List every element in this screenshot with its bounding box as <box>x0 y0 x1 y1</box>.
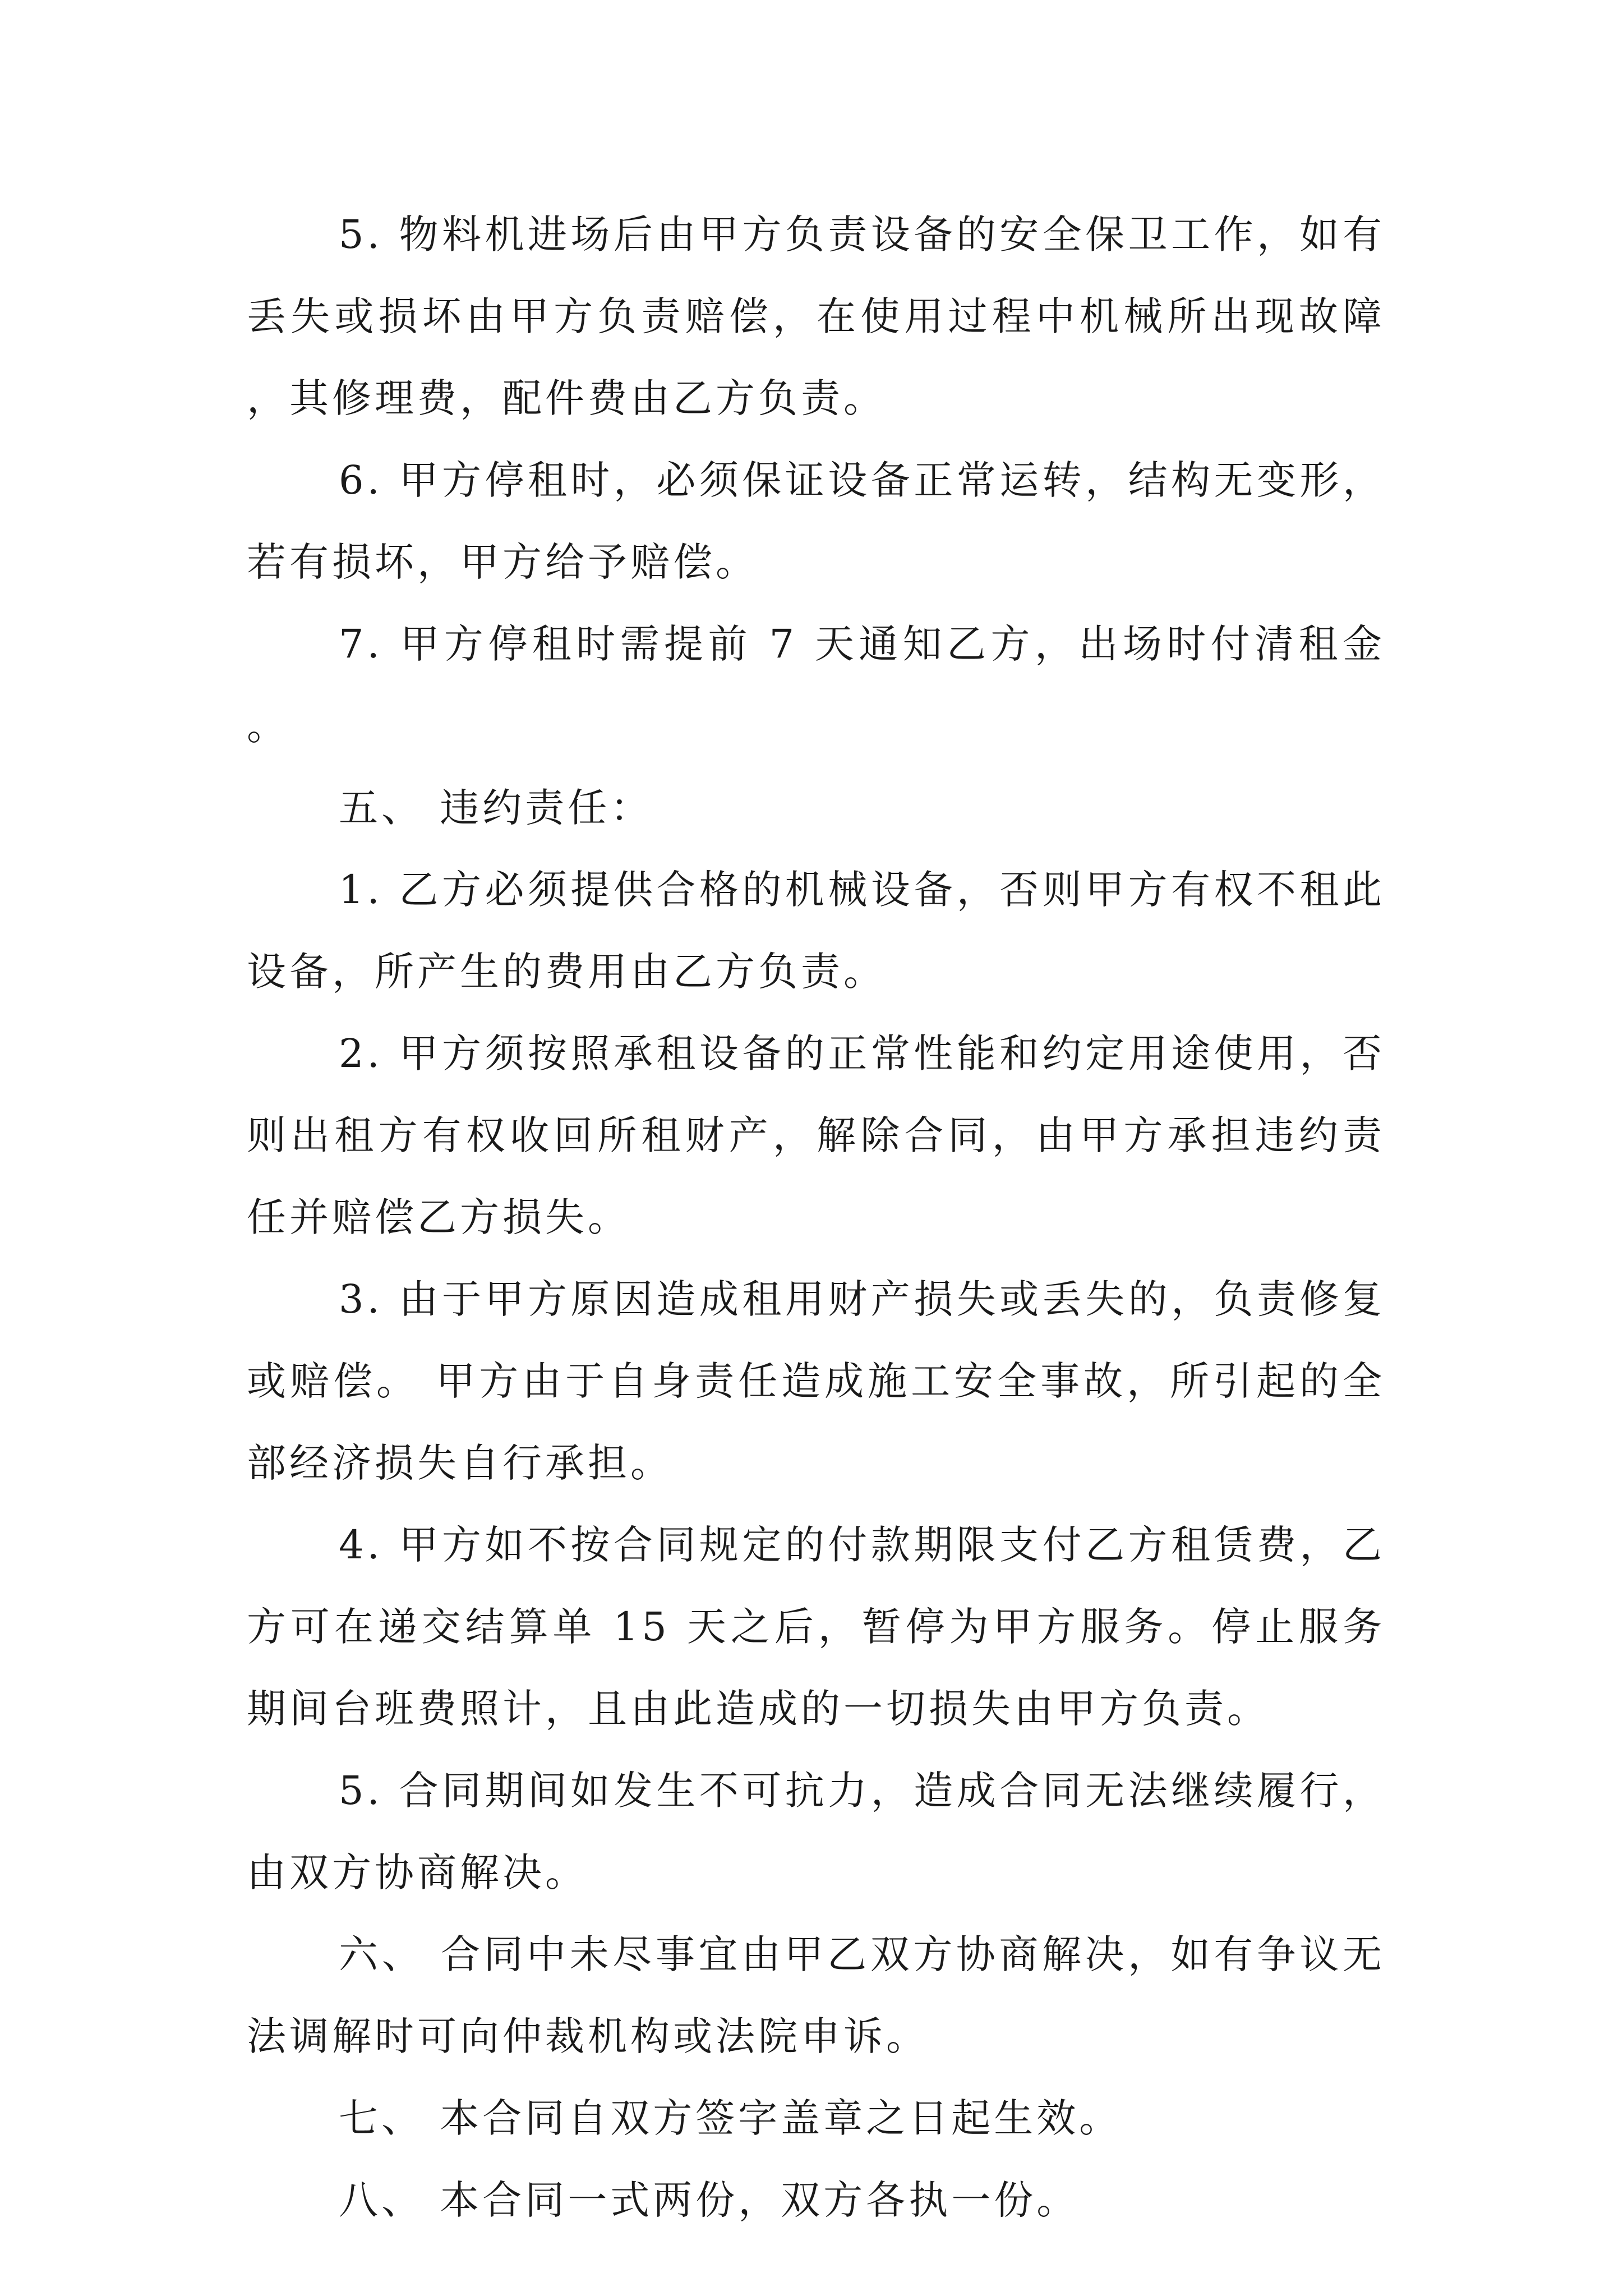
paragraph-clause-4-7: 7. 甲方停租时需提前 7 天通知乙方，出场时付清租金。 <box>247 621 1385 749</box>
section-heading-5: 五、 违约责任： <box>339 785 653 831</box>
paragraph-clause-4-5: 5. 物料机进场后由甲方负责设备的安全保卫工作，如有丢失或损坏由甲方负责赔偿，在使用过程中机械所出现故障，其修理费，配件费由乙方负责。 <box>247 211 1385 421</box>
paragraph-clause-4-6: 6. 甲方停租时，必须保证设备正常运转，结构无变形，若有损坏，甲方给予赔偿。 <box>247 457 1385 585</box>
paragraph-clause-5-3: 3. 由于甲方原因造成租用财产损失或丢失的，负责修复或赔偿。 甲方由于自身责任造成施工安全事故，所引起的全部经济损失自行承担。 <box>247 1276 1385 1486</box>
document-body <box>247 194 1385 2241</box>
paragraph-clause-5-2: 2. 甲方须按照承租设备的正常性能和约定用途使用，否则出租方有权收回所租财产，解除合同，由甲方承担违约责任并赔偿乙方损失。 <box>247 1030 1385 1240</box>
paragraph-clause-5-1: 1. 乙方必须提供合格的机械设备，否则甲方有权不租此设备，所产生的费用由乙方负责。 <box>247 867 1385 995</box>
section-7: 七、 本合同自双方签字盖章之日起生效。 <box>339 2095 1122 2141</box>
section-6: 六、 合同中未尽事宜由甲乙双方协商解决，如有争议无法调解时可向仲裁机构或法院申诉。 <box>247 1931 1385 2059</box>
paragraph-clause-5-4: 4. 甲方如不按合同规定的付款期限支付乙方租赁费，乙方可在递交结算单 15 天之后，暂停为甲方服务。停止服务期间台班费照计，且由此造成的一切损失由甲方负责。 <box>247 1522 1385 1732</box>
section-8: 八、 本合同一式两份，双方各执一份。 <box>339 2177 1080 2223</box>
paragraph-clause-5-5: 5. 合同期间如发生不可抗力，造成合同无法继续履行，由双方协商解决。 <box>247 1768 1385 1895</box>
